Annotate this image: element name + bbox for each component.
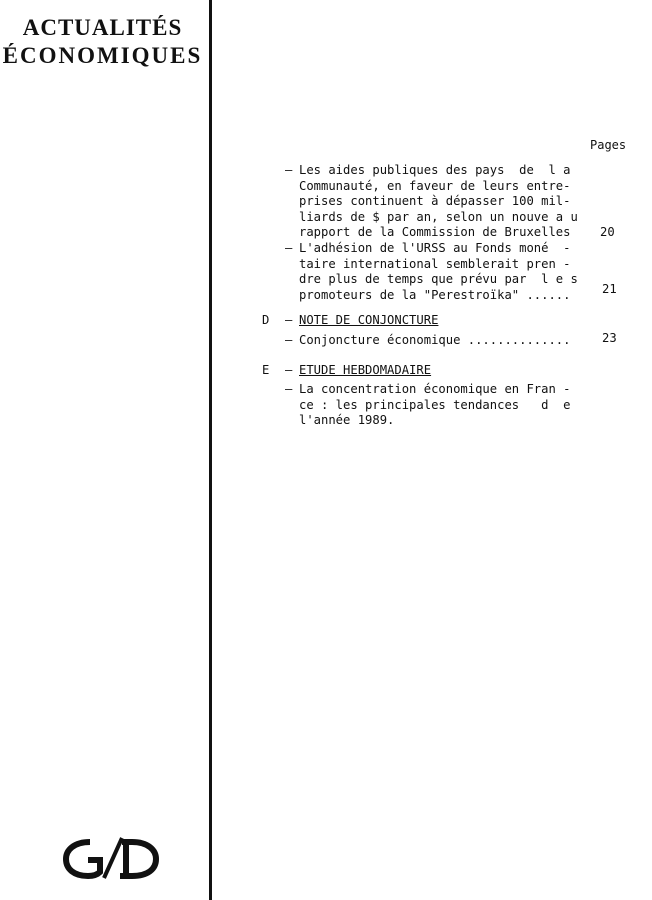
section-e-line-1: La concentration économique en Fran - (299, 382, 571, 396)
entry-1-line-2: Communauté, en faveur de leurs entre- (299, 178, 571, 193)
entry-2-line-4: promoteurs de la "Perestroïka" ...... (299, 287, 571, 302)
entry-1-line-5: rapport de la Commission de Bruxelles (299, 225, 571, 240)
entry-2-dash: – (285, 241, 293, 255)
pages-column-label: Pages (590, 138, 627, 152)
vertical-divider (209, 0, 212, 900)
section-e-item-dash: – (285, 382, 293, 396)
entry-1-page: 20 (600, 225, 615, 240)
section-e-line-3: l'année 1989. (299, 413, 395, 428)
section-d-heading: NOTE DE CONJONCTURE (299, 313, 439, 327)
section-d-letter: D (262, 313, 270, 327)
section-d-page: 23 (602, 331, 617, 345)
publication-masthead (0, 14, 205, 70)
entry-1-line-3: prises continuent à dépasser 100 mil- (299, 194, 571, 209)
section-d-dash: – (285, 313, 293, 327)
section-e-heading: ETUDE HEBDOMADAIRE (299, 363, 432, 377)
section-e-dash: – (285, 363, 293, 377)
entry-2-line-2: taire international semblerait pren - (299, 256, 571, 271)
entry-1-dash: – (285, 163, 293, 177)
section-e-letter: E (262, 363, 270, 377)
entry-2-line-3: dre plus de temps que prévu par l e s (299, 272, 578, 287)
entry-1-line-4: liards de $ par an, selon un nouve a u (299, 209, 578, 224)
section-e-line-2: ce : les principales tendances d e (299, 397, 571, 412)
gd-logo-icon (60, 834, 160, 880)
masthead-line-2: ÉCONOMIQUES (2, 43, 203, 68)
section-d-item-dash: – (285, 333, 293, 347)
entry-1-line-1: Les aides publiques des pays de l a (299, 163, 571, 177)
entry-2-line-1: L'adhésion de l'URSS au Fonds moné - (299, 241, 571, 255)
entry-2-page: 21 (602, 282, 617, 296)
masthead-line-1: ACTUALITÉS (22, 15, 183, 40)
section-d-item: Conjoncture économique .............. (299, 333, 571, 347)
